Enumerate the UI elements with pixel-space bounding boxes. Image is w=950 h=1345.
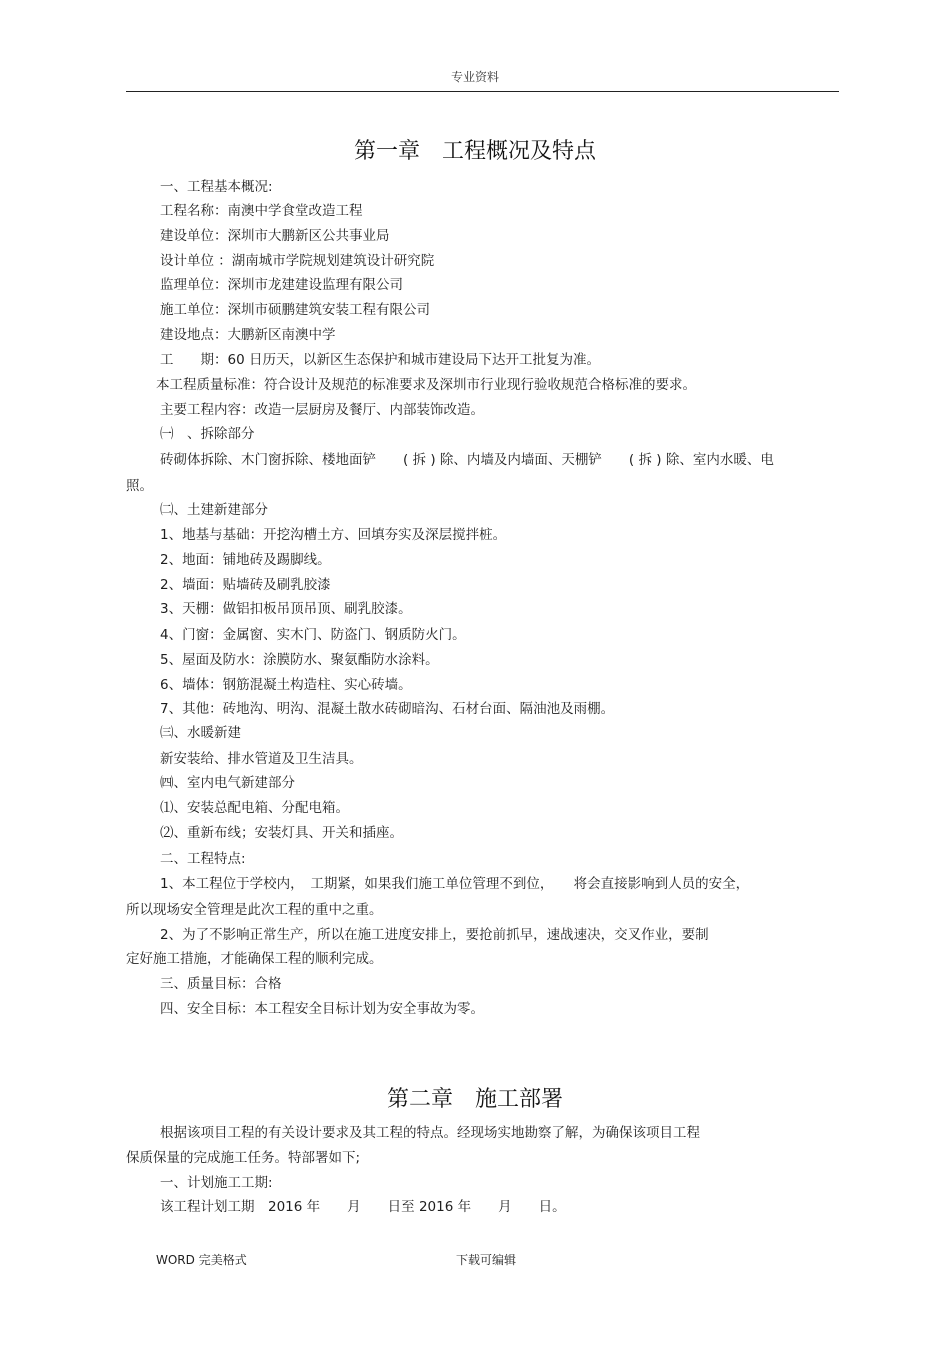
section-heading: 一、计划施工工期: (160, 1175, 273, 1191)
civil-item: 6、墙体：钢筋混凝土构造柱、实心砖墙。 (160, 677, 412, 693)
subsection-demolition: ㈠ 、拆除部分 (160, 426, 255, 442)
civil-item: 2、墙面：贴墙砖及刷乳胶漆 (160, 577, 331, 593)
deployment-text-cont: 保质保量的完成施工任务。特部署如下; (126, 1150, 361, 1166)
quality-goal: 三、质量目标：合格 (160, 976, 282, 992)
civil-item: 7、其他：砖地沟、明沟、混凝土散水砖砌暗沟、石材台面、隔油池及雨棚。 (160, 701, 615, 717)
electrical-item: ⑴、安装总配电箱、分配电箱。 (160, 800, 349, 816)
footer-right: 下载可编辑 (456, 1253, 517, 1267)
subsection-civil: ㈡、土建新建部分 (160, 502, 268, 518)
safety-goal: 四、安全目标：本工程安全目标计划为安全事故为零。 (160, 1001, 484, 1017)
chapter1-title: 第一章 工程概况及特点 (353, 139, 596, 164)
subsection-electrical: ㈣、室内电气新建部分 (160, 775, 295, 791)
deployment-text: 根据该项目工程的有关设计要求及其工程的特点。经现场实地勘察了解，为确保该项目工程 (160, 1125, 700, 1141)
page-header: 专业资料 (450, 70, 499, 84)
main-content: 主要工程内容：改造一层厨房及餐厅、内部装饰改造。 (160, 402, 484, 418)
section-heading: 一、工程基本概况: (160, 179, 273, 195)
duration: 工 期：60 日历天，以新区生态保护和城市建设局下达开工批复为准。 (160, 352, 600, 368)
subsection-plumbing: ㈢、水暖新建 (160, 725, 241, 741)
site-location: 建设地点：大鹏新区南澳中学 (160, 327, 336, 343)
civil-item: 3、天棚：做铝扣板吊顶吊顶、刷乳胶漆。 (160, 601, 412, 617)
quality-standard: 本工程质量标准：符合设计及规范的标准要求及深圳市行业现行验收规范合格标准的要求。 (156, 377, 696, 393)
footer-left: WORD 完美格式 (156, 1253, 247, 1267)
construction-unit: 施工单位：深圳市硕鹏建筑安装工程有限公司 (160, 302, 430, 318)
section-heading: 二、工程特点: (160, 851, 246, 867)
civil-item: 4、门窗：金属窗、实木门、防盗门、钢质防火门。 (160, 627, 466, 643)
demolition-text-cont: 照。 (126, 478, 153, 494)
electrical-item: ⑵、重新布线；安装灯具、开关和插座。 (160, 825, 403, 841)
plumbing-text: 新安装给、排水管道及卫生洁具。 (160, 751, 363, 767)
feature-text: 2、为了不影响正常生产，所以在施工进度安排上，要抢前抓早，速战速决，交叉作业，要制 (160, 927, 709, 943)
feature-text-cont: 定好施工措施，才能确保工程的顺利完成。 (126, 951, 383, 967)
civil-item: 1、地基与基础：开挖沟槽土方、回填夯实及深层搅拌桩。 (160, 527, 507, 543)
chapter2-title: 第二章 施工部署 (386, 1087, 563, 1112)
civil-item: 2、地面：铺地砖及踢脚线。 (160, 552, 331, 568)
project-name: 工程名称：南澳中学食堂改造工程 (160, 203, 363, 219)
header-rule (126, 91, 839, 92)
design-unit: 设计单位 ：湖南城市学院规划建筑设计研究院 (160, 253, 435, 269)
feature-text: 1、本工程位于学校内， 工期紧，如果我们施工单位管理不到位， 将会直接影响到人员的安全， (160, 876, 750, 892)
supervision-unit: 监理单位：深圳市龙建建设监理有限公司 (160, 277, 403, 293)
owner-unit: 建设单位：深圳市大鹏新区公共事业局 (160, 228, 390, 244)
demolition-text: 砖砌体拆除、木门窗拆除、楼地面铲 ( 拆 ) 除、内墙及内墙面、天棚铲 ( 拆 ) 除、室内水暖、电 (160, 452, 774, 468)
civil-item: 5、屋面及防水：涂膜防水、聚氨酯防水涂料。 (160, 652, 439, 668)
feature-text-cont: 所以现场安全管理是此次工程的重中之重。 (126, 902, 383, 918)
planned-duration: 该工程计划工期 2016 年 月 日至 2016 年 月 日。 (160, 1199, 566, 1215)
